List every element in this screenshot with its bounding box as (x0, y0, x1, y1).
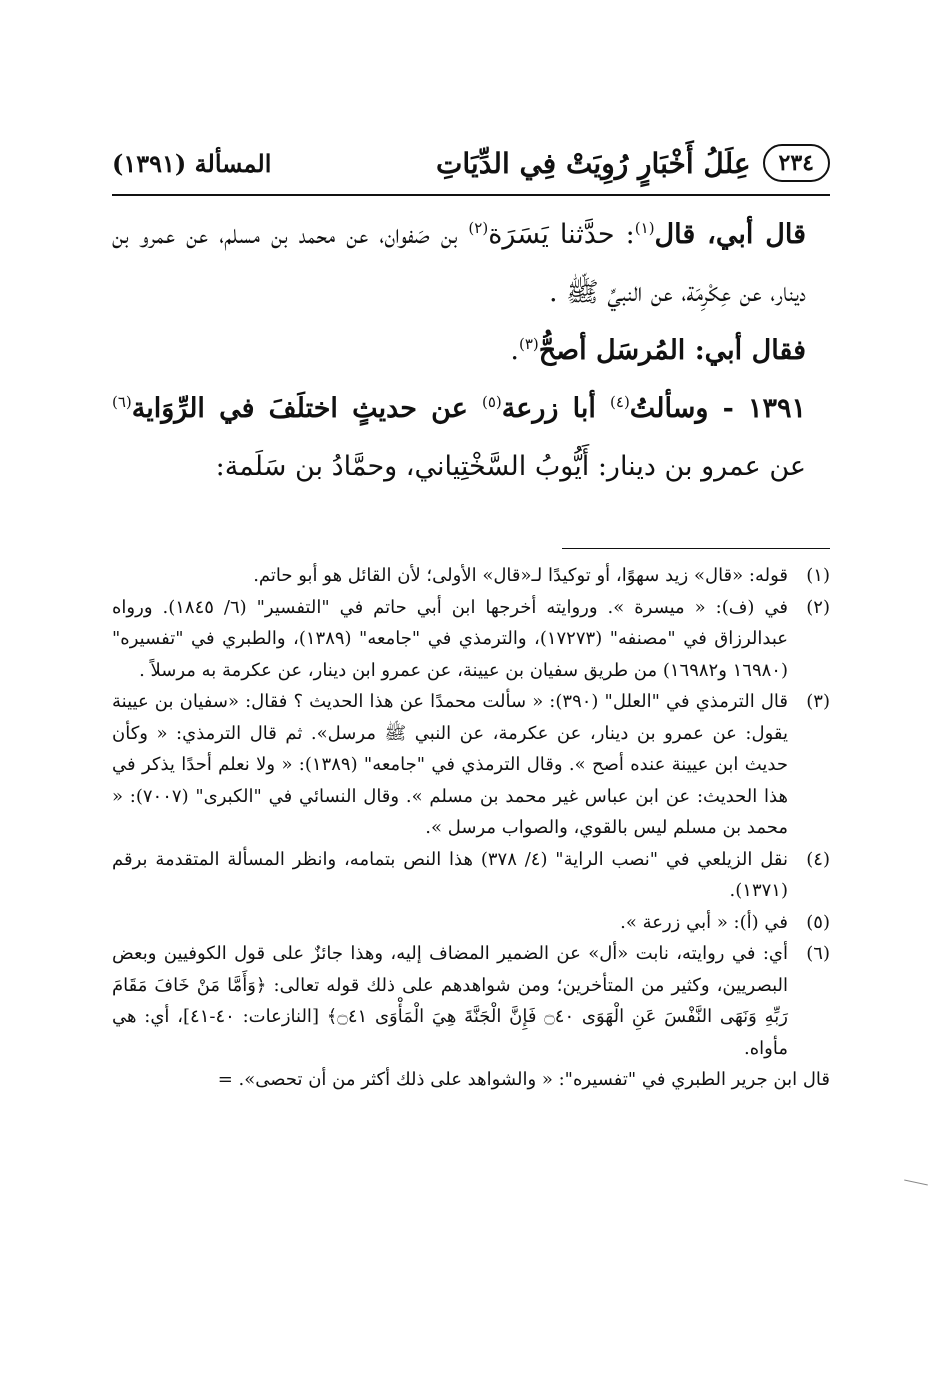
footnote-text: أي: في روايته، نابت «أل» عن الضمير المضاف إليه، وهذا جائزٌ على قول الكوفيين وبعض البصريين، وكثير من المتأخرين؛ ومن شواهدهم على ذلك قوله تعالى: ﴿وَأَمَّا مَنْ خَافَ مَقَامَ رَبِّهِ وَنَهَى النَّفْسَ عَنِ الْهَوَى ۝٤٠ فَإِنَّ الْجَنَّةَ هِيَ الْمَأْوَى ۝٤١﴾ [النازعات: ٤٠-٤١]، أي: هي مأواه. (112, 943, 788, 1059)
footnote-number: (١) (806, 565, 830, 586)
footnote-ref-4: (٤) (610, 393, 630, 411)
issue-label: المسألة (١٣٩١) (112, 148, 272, 178)
footnote-2 (112, 592, 830, 687)
footnote-text: في (أ): « أبي زرعة ». (620, 911, 788, 933)
para1-text-b: بن صَفوان، عن محمد بن مسلم، عن عمرو بن دينار، عن عِكْرِمَة، عن النبيِّ ﷺ . (112, 219, 806, 308)
para1-text-a: : حدَّثنا يَسَرَة (488, 219, 635, 250)
footnote-ref-2: (٢) (468, 219, 489, 237)
book-title: عِلَلُ أَخْبَارٍ رُوِيَتْ فِي الدِّيَاتِ (436, 146, 751, 180)
main-text (112, 206, 830, 496)
footnote-6 (112, 938, 830, 1064)
footnote-number: (٣) (806, 691, 830, 712)
footnotes (112, 560, 830, 1096)
footnote-divider (562, 548, 830, 549)
footnote-1 (112, 560, 830, 592)
footnote-number: (٤) (806, 848, 830, 870)
footnote-text: في (ف): « ميسرة ». وروايته أخرجها ابن أبي حاتم في "التفسير" (٦/ ١٨٤٥). ورواه عبدالرزاق في "مصنفه" (١٧٢٧٣)، والترمذي في "جامعه" (١٣٨٩)، والطبري في "تفسيره" (١٦٩٨٠ و١٦٩٨٢) من طريق سفيان بن عيينة، عن عمرو ابن دينار، عن عكرمة به مرسلاً . (112, 596, 788, 681)
footnote-number: (٢) (806, 596, 830, 618)
para3-text-b: عن حديثٍ اختلَفَ في الرِّوَاية (131, 393, 482, 424)
paragraph-question (112, 380, 830, 496)
footnote-text: قوله: «قال» زيد سهوًا، أو توكيدًا لـ«قال» الأولى؛ لأن القائل هو أبو حاتم. (253, 565, 788, 586)
para2-text: فقال أبي: المُرسَل أصحُّ (538, 335, 806, 366)
footnote-3 (112, 686, 830, 844)
scan-mark (904, 1180, 928, 1186)
header-right (436, 144, 830, 182)
header-divider (112, 194, 830, 196)
page-number: ٢٣٤ (763, 144, 830, 182)
footnote-continuation: قال ابن جرير الطبري في "تفسيره": « والشواهد على ذلك أكثر من أن تحصى». = (217, 1069, 830, 1090)
footnote-text: نقل الزيلعي في "نصب الراية" (٤/ ٣٧٨) هذا النص بتمامه، وانظر المسألة المتقدمة برقم (١٣٧١). (112, 848, 788, 901)
page-header (112, 138, 830, 188)
footnote-4 (112, 844, 830, 907)
footnote-ref-6: (٦) (112, 393, 132, 411)
para3-text-c: عن عمرو بن دينار: أَيُّوبُ السَّخْتِياني، وحمَّادُ بن سَلَمة: (215, 451, 806, 482)
footnote-text: قال الترمذي في "العلل" (٣٩٠): « سألت محمدًا عن هذا الحديث ؟ فقال: «سفيان بن عيينة يقول: عن عمرو بن دينار، عن عكرمة، عن النبي ﷺ مرسل». ثم قال الترمذي: « وكأن حديث ابن عيينة عنده أصح ». وقال الترمذي في "جامعه" (١٣٨٩): « ولا نعلم أحدًا يذكر في هذا الحديث: عن ابن عباس غير محمد بن مسلم ». وقال النسائي في "الكبرى" (٧٠٠٧): « محمد بن مسلم ليس بالقوي، والصواب مرسل ». (112, 691, 789, 838)
footnote-ref-1: (١) (634, 219, 655, 237)
para3-lead: ١٣٩١ - وسألتُ (629, 393, 806, 424)
footnote-5 (112, 907, 830, 939)
footnote-ref-5: (٥) (481, 393, 502, 411)
para1-lead: قال أبي، قال (654, 219, 806, 250)
para3-text-a: أبا زرعة (501, 393, 611, 424)
paragraph-verdict (112, 322, 830, 380)
footnote-ref-3: (٣) (518, 335, 539, 353)
footnote-number: (٥) (806, 911, 830, 933)
para2-end: . (510, 335, 519, 366)
footnote-number: (٦) (806, 943, 830, 964)
paragraph-isnad (112, 206, 830, 322)
